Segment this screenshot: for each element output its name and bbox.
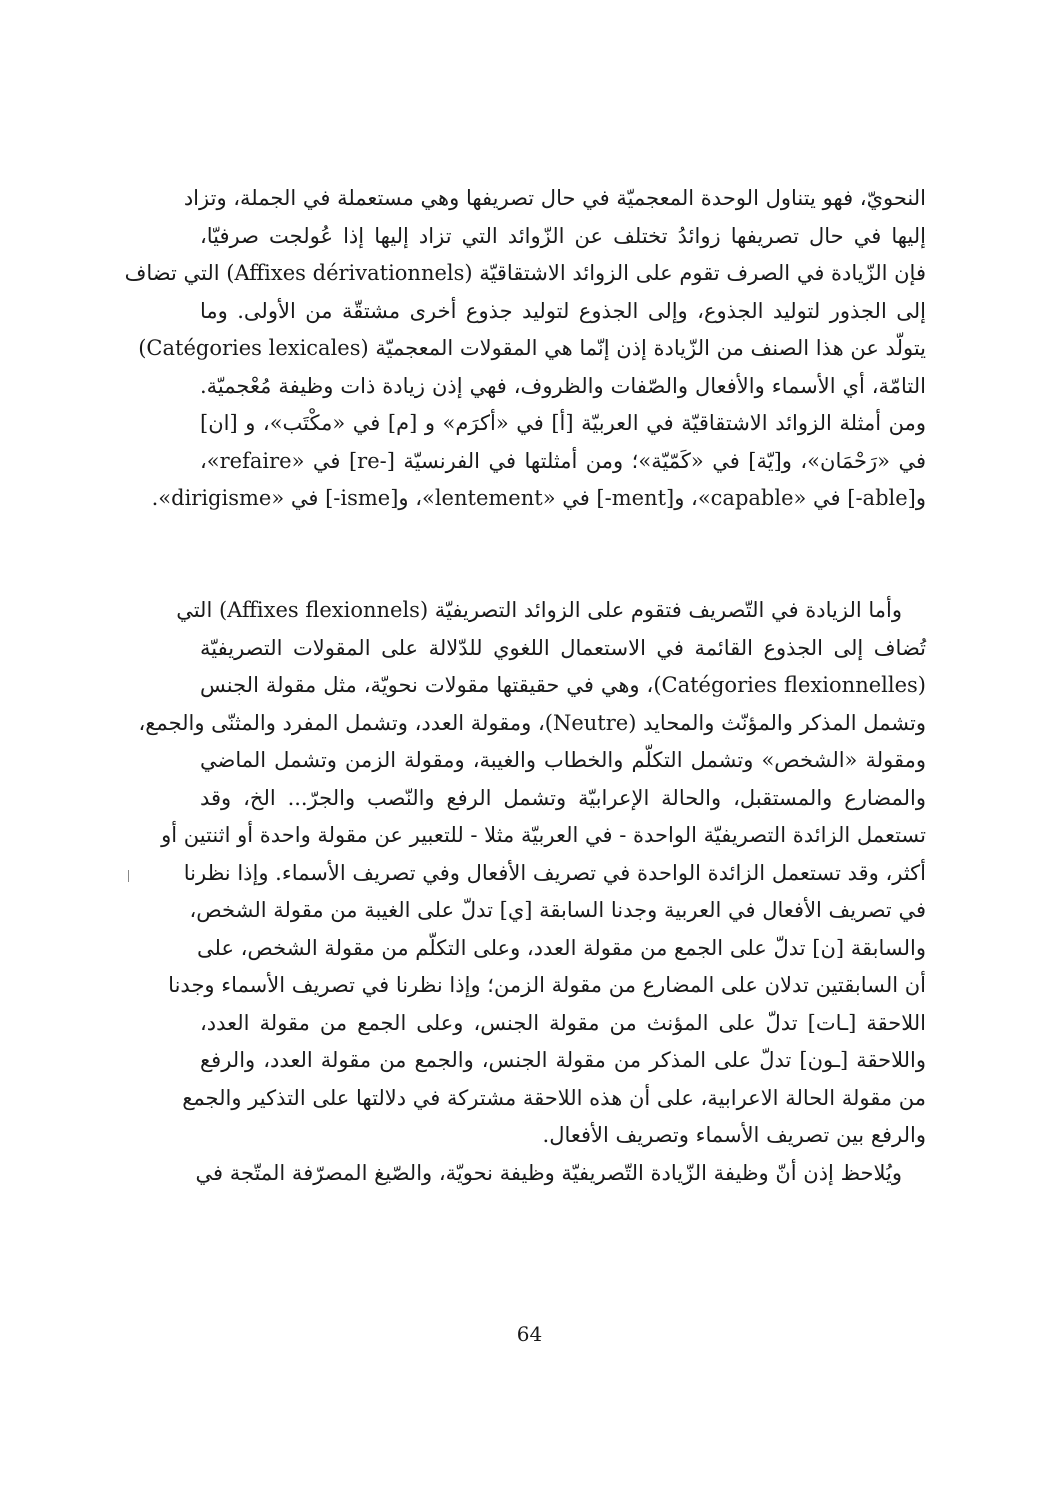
text-line: أكثر، وقد تستعمل الزائدة الواحدة في تصريف الأفعال وفي تصريف الأسماء. وإذا نظرنا bbox=[183, 860, 926, 885]
text-line: والسابقة [ن] تدلّ على الجمع من مقولة العدد، وعلى التكلّم من مقولة الشخص، على bbox=[196, 935, 926, 960]
text-line: ومقولة «الشخص» وتشمل التكلّم والخطاب والغيبة، ومقولة الزمن وتشمل الماضي bbox=[200, 748, 926, 772]
text-line: أن السابقتين تدلان على المضارع من مقولة الزمن؛ وإذا نظرنا في تصريف الأسماء وجدنا bbox=[168, 973, 926, 997]
paragraph-1 bbox=[124, 180, 926, 518]
text-line: وتشمل المذكر والمؤنّث والمحايد (Neutre)، ومقولة العدد، وتشمل المفرد والمثنّى والجمع، bbox=[138, 710, 926, 735]
text-line: واللاحقة [ـون] تدلّ على المذكر من مقولة الجنس، والجمع من مقولة العدد، والرفع bbox=[200, 1048, 926, 1072]
text-line: التامّة، أي الأسماء والأفعال والصّفات والظروف، فهي إذن زيادة ذات وظيفة مُعْجميّة. bbox=[200, 373, 926, 398]
page-number: 64 bbox=[516, 1322, 543, 1346]
text-line: من مقولة الحالة الاعرابية، على أن هذه اللاحقة مشتركة في دلالتها على التذكير والجمع bbox=[182, 1085, 926, 1110]
margin-mark bbox=[128, 870, 129, 882]
text-line: إلى الجذور لتوليد الجذوع، وإلى الجذوع لتوليد جذوع أخرى مشتقّة من الأولى. وما bbox=[200, 298, 926, 323]
text-line: والمضارع والمستقبل، والحالة الإعرابيّة وتشمل الرفع والنّصب والجرّ... الخ، وقد bbox=[200, 785, 926, 810]
text-line: فإن الزّيادة في الصرف تقوم على الزوائد الاشتقاقيّة (Affixes dérivationnels) التي تضاف bbox=[124, 261, 926, 285]
text-line: ومن أمثلة الزوائد الاشتقاقيّة في العربيّة [أ] في «أكرَم» و [م] في «مكْتَب»، و [ان] bbox=[200, 411, 926, 435]
text-line: إليها في حال تصريفها زوائدُ تختلف عن الزّوائد التي تزاد إليها إذا عُولجت صرفيّا، bbox=[200, 223, 926, 248]
text-line: اللاحقة [ـات] تدلّ على المؤنث من مقولة الجنس، وعلى الجمع من مقولة العدد، bbox=[200, 1010, 926, 1035]
text-line: وأما الزيادة في التّصريف فتقوم على الزوائد التصريفيّة (Affixes flexionnels) التي bbox=[176, 598, 902, 622]
paragraph-2 bbox=[138, 592, 926, 1192]
text-line: ويُلاحظ إذن أنّ وظيفة الزّيادة التّصريفيّة وظيفة نحويّة، والصّيغ المصرّفة المتّجة في bbox=[195, 1160, 902, 1185]
text-line: تُضاف إلى الجذوع القائمة في الاستعمال اللغوي للدّلالة على المقولات التصريفيّة bbox=[200, 635, 926, 660]
text-line: في تصريف الأفعال في العربية وجدنا السابقة [ي] تدلّ على الغيبة من مقولة الشخص، bbox=[189, 898, 926, 922]
text-line: في «رَحْمَان»، و[يّة] في «كَمّيّة»؛ ومن أمثلتها في الفرنسيّة [-re] في «refaire»، bbox=[200, 448, 926, 473]
text-line: و[able-] في «capable»، و[ment-] في «lentement»، و[isme-] في «dirigisme». bbox=[151, 486, 926, 510]
text-line: (Catégories flexionnelles)، وهي في حقيقتها مقولات نحويّة، مثل مقولة الجنس bbox=[200, 673, 926, 697]
text-line: والرفع بين تصريف الأسماء وتصريف الأفعال. bbox=[542, 1123, 926, 1147]
text-line: يتولّد عن هذا الصنف من الزّيادة إذن إنّما هي المقولات المعجميّة (Catégories lexicales) bbox=[138, 336, 926, 360]
text-line: تستعمل الزائدة التصريفيّة الواحدة - في العربيّة مثلا - للتعبير عن مقولة واحدة أو اثنتين أو bbox=[161, 823, 926, 847]
text-line: النحويّ، فهو يتناول الوحدة المعجميّة في حال تصريفها وهي مستعملة في الجملة، وتزاد bbox=[183, 186, 926, 210]
